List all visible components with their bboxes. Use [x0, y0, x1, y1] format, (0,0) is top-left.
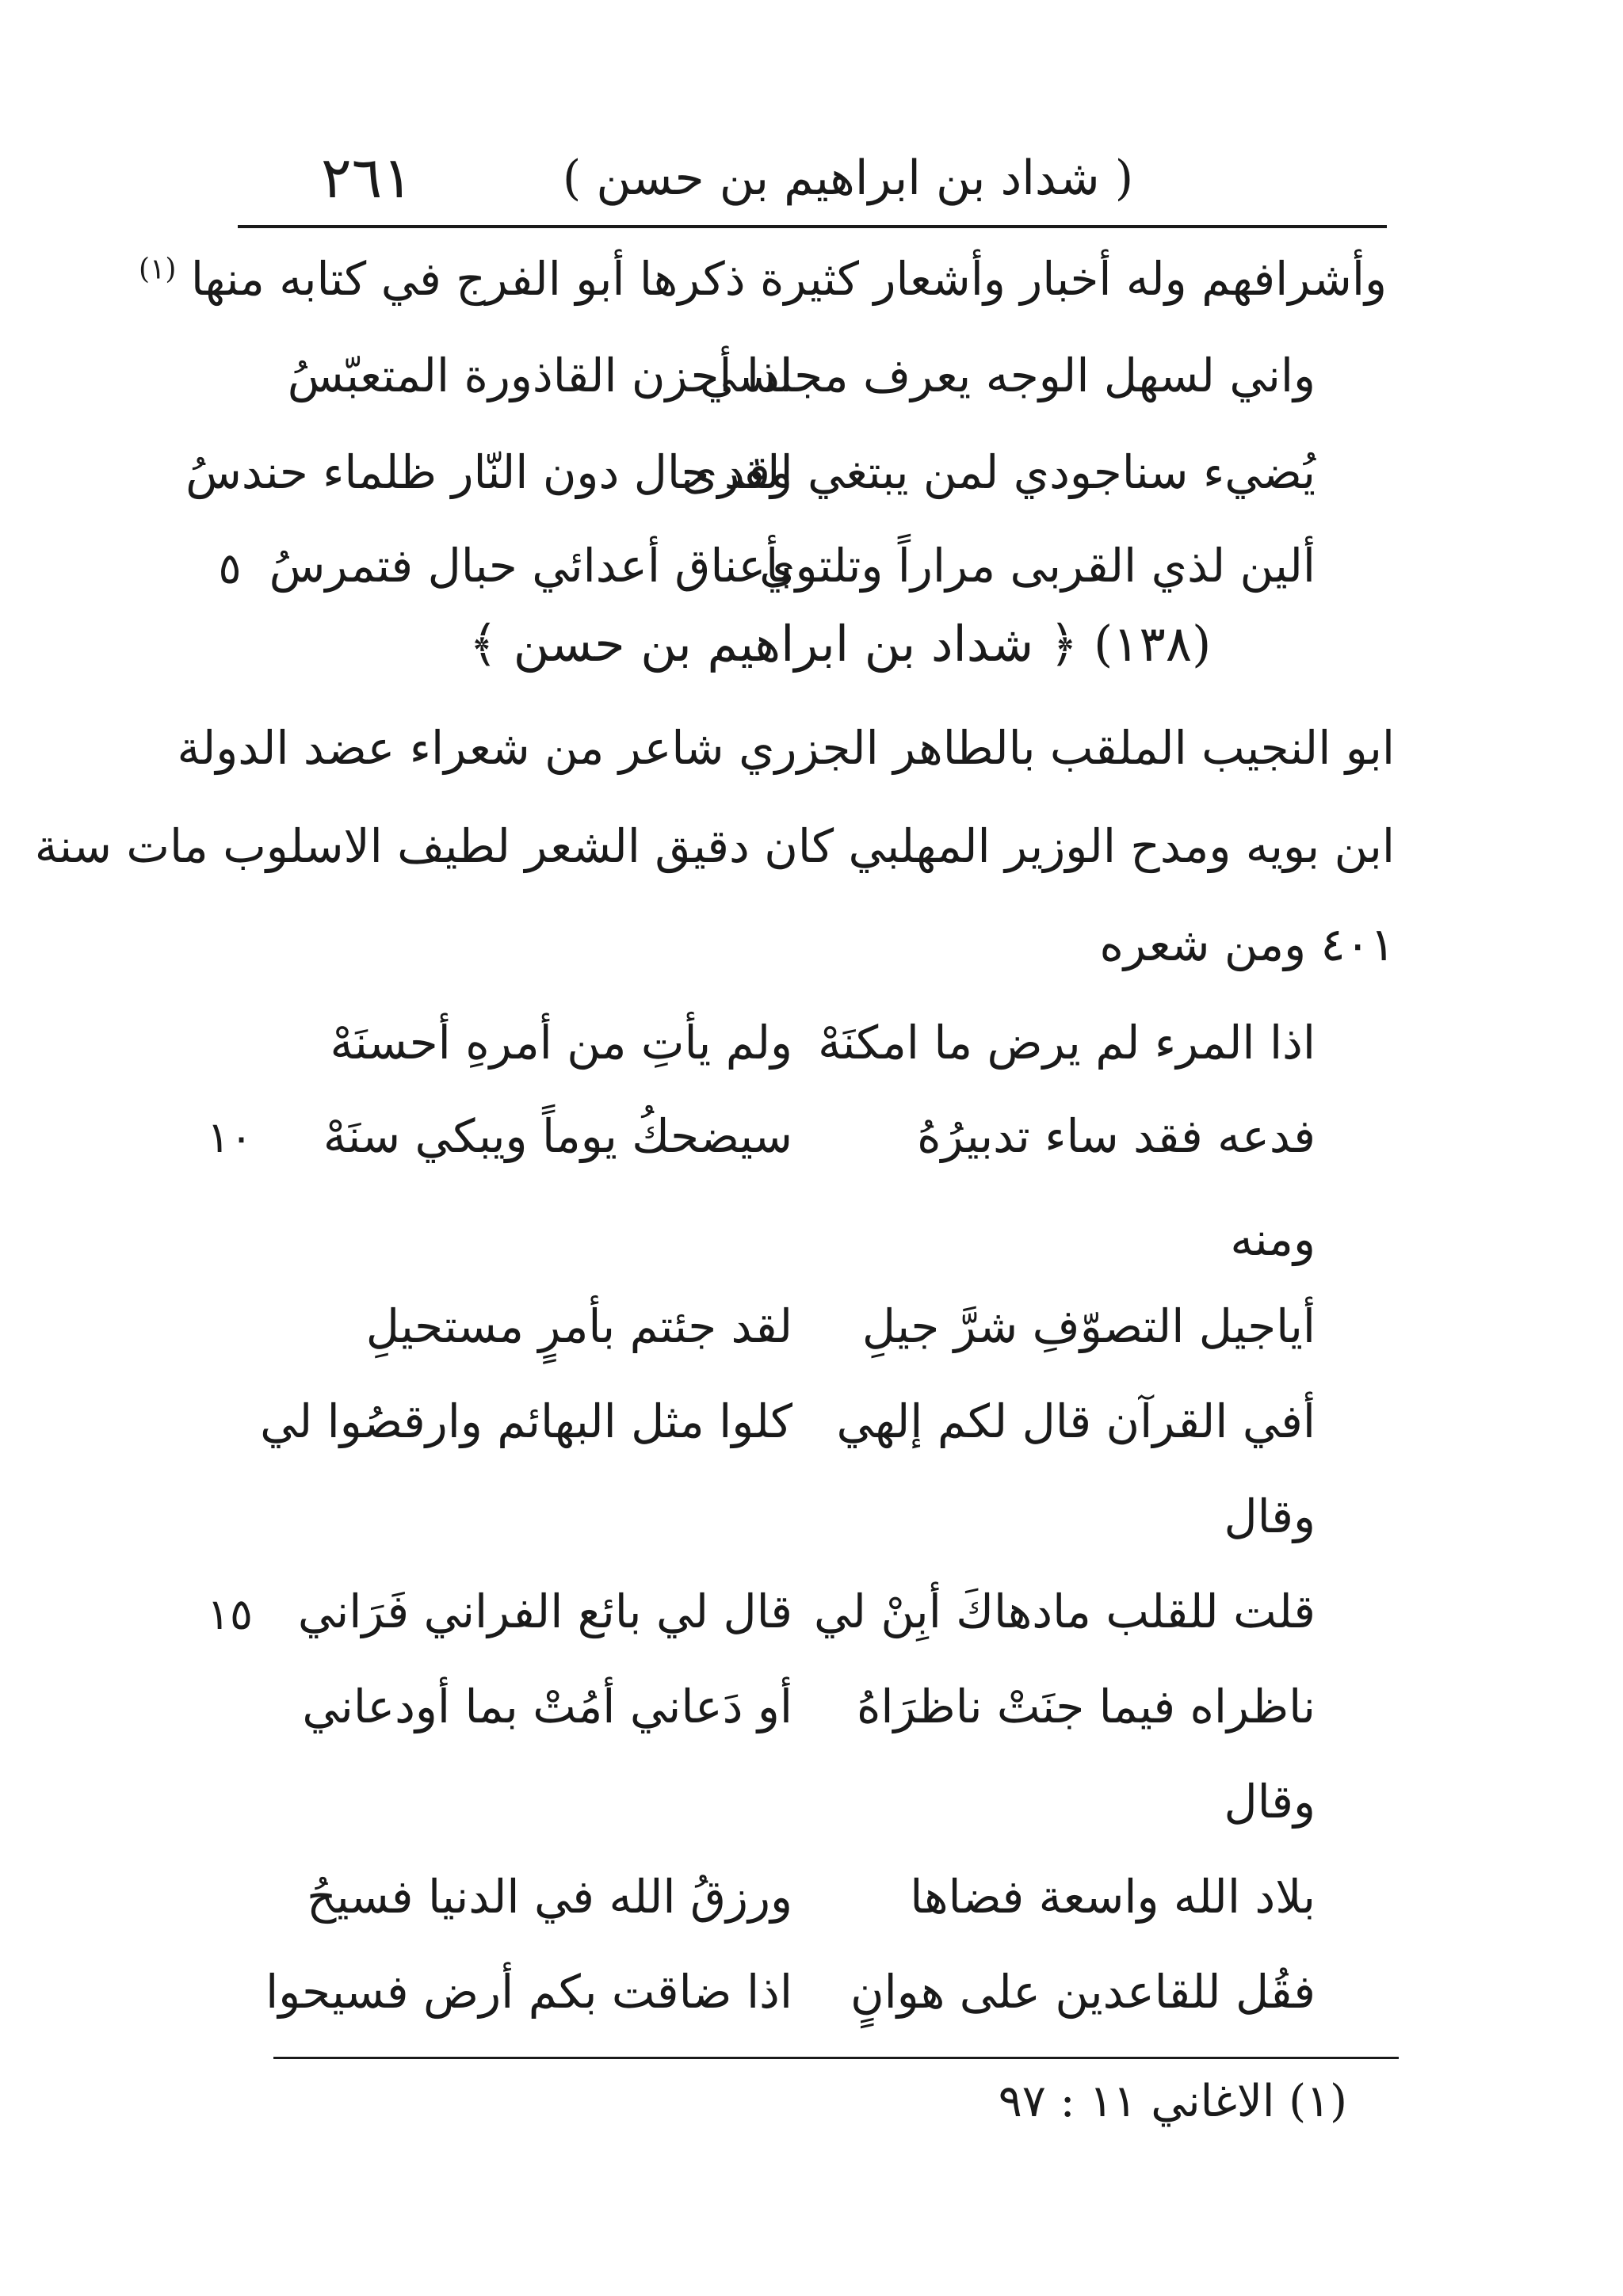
bio-line: ابو النجيب الملقب بالطاهر الجزري شاعر من شعراء عضد الدولة [177, 721, 1395, 775]
verse-hemistich-left: اذا ضاقت بكم أرض فسيحوا [265, 1965, 792, 2019]
verse-hemistich-left: ولم يأتِ من أمرهِ أحسنَهْ [330, 1016, 792, 1070]
verse-hemistich-left: أو دَعاني أمُتْ بما أودعاني [302, 1680, 792, 1733]
header-rule [238, 225, 1387, 228]
bio-line: ٤٠١ ومن شعره [1099, 917, 1395, 971]
bio-line: ابن بويه ومدح الوزير المهلبي كان دقيق الشعر لطيف الاسلوب مات سنة [34, 819, 1395, 873]
line-number: ١٠ [206, 1112, 253, 1162]
footnote-mark: (١) [138, 253, 177, 286]
verse-hemistich-right: واني لسهل الوجه يعرف مجلسي [699, 349, 1316, 402]
footnote-rule [273, 2057, 1399, 2059]
intro-text: وأشرافهم وله أخبار وأشعار كثيرة ذكرها أبو الفرج في كتابه منها [190, 252, 1387, 306]
verse-hemistich-right: ألين لذي القربى مراراً وتلتوي [759, 539, 1316, 593]
running-title: ( شداد بن ابراهيم بن حسن ) [562, 151, 1134, 206]
verse-hemistich-left: اذا أحزن القاذورة المتعبّسُ [287, 349, 792, 402]
verse-hemistich-right: فدعه فقد ساء تدبيرُهُ [917, 1109, 1316, 1163]
section-label: وقال [1224, 1775, 1316, 1829]
line-number: ٥ [218, 543, 242, 593]
verse-hemistich-left: لقد جئتم بأمرٍ مستحيلِ [365, 1299, 792, 1353]
verse-hemistich-right: يُضيء سناجودي لمن يبتغي القرى [682, 445, 1316, 499]
entry-title: (١٣٨) ﴿ شداد بن ابراهيم بن حسن ﴾ [468, 615, 1212, 673]
verse-hemistich-left: وقد حال دون النّار ظلماء حندسُ [185, 445, 792, 499]
section-label: وقال [1224, 1489, 1316, 1543]
verse-hemistich-left: سيضحكُ يوماً ويبكي سنَهْ [323, 1109, 792, 1163]
verse-hemistich-right: فقُل للقاعدين على هوانٍ [850, 1965, 1316, 2019]
verse-hemistich-left: كلوا مثل البهائم وارقصُوا لي [260, 1394, 792, 1448]
verse-hemistich-left: قال لي بائع الفراني فَرَاني [297, 1585, 792, 1638]
verse-hemistich-right: اذا المرء لم يرض ما امكنَهْ [818, 1016, 1316, 1070]
verse-hemistich-left: بأعناق أعدائي حبال فتمرسُ [269, 539, 792, 593]
verse-hemistich-left: ورزقُ الله في الدنيا فسيحُ [307, 1870, 792, 1924]
page-number: ٢٦١ [321, 144, 414, 211]
section-label: ومنه [1230, 1212, 1316, 1266]
verse-hemistich-right: بلاد الله واسعة فضاها [910, 1870, 1316, 1924]
verse-hemistich-right: ناظراه فيما جنَتْ ناظرَاهُ [856, 1680, 1316, 1733]
verse-hemistich-right: أفي القرآن قال لكم إلهي [836, 1394, 1316, 1448]
line-number: ١٥ [206, 1589, 253, 1639]
intro-line [138, 252, 1387, 306]
footnote: (١) الاغاني ١١ : ٩٧ [998, 2076, 1347, 2127]
verse-hemistich-right: أياجيل التصوّفِ شرَّ جيلِ [861, 1299, 1316, 1353]
verse-hemistich-right: قلت للقلب مادهاكَ أبِنْ لي [813, 1585, 1316, 1638]
